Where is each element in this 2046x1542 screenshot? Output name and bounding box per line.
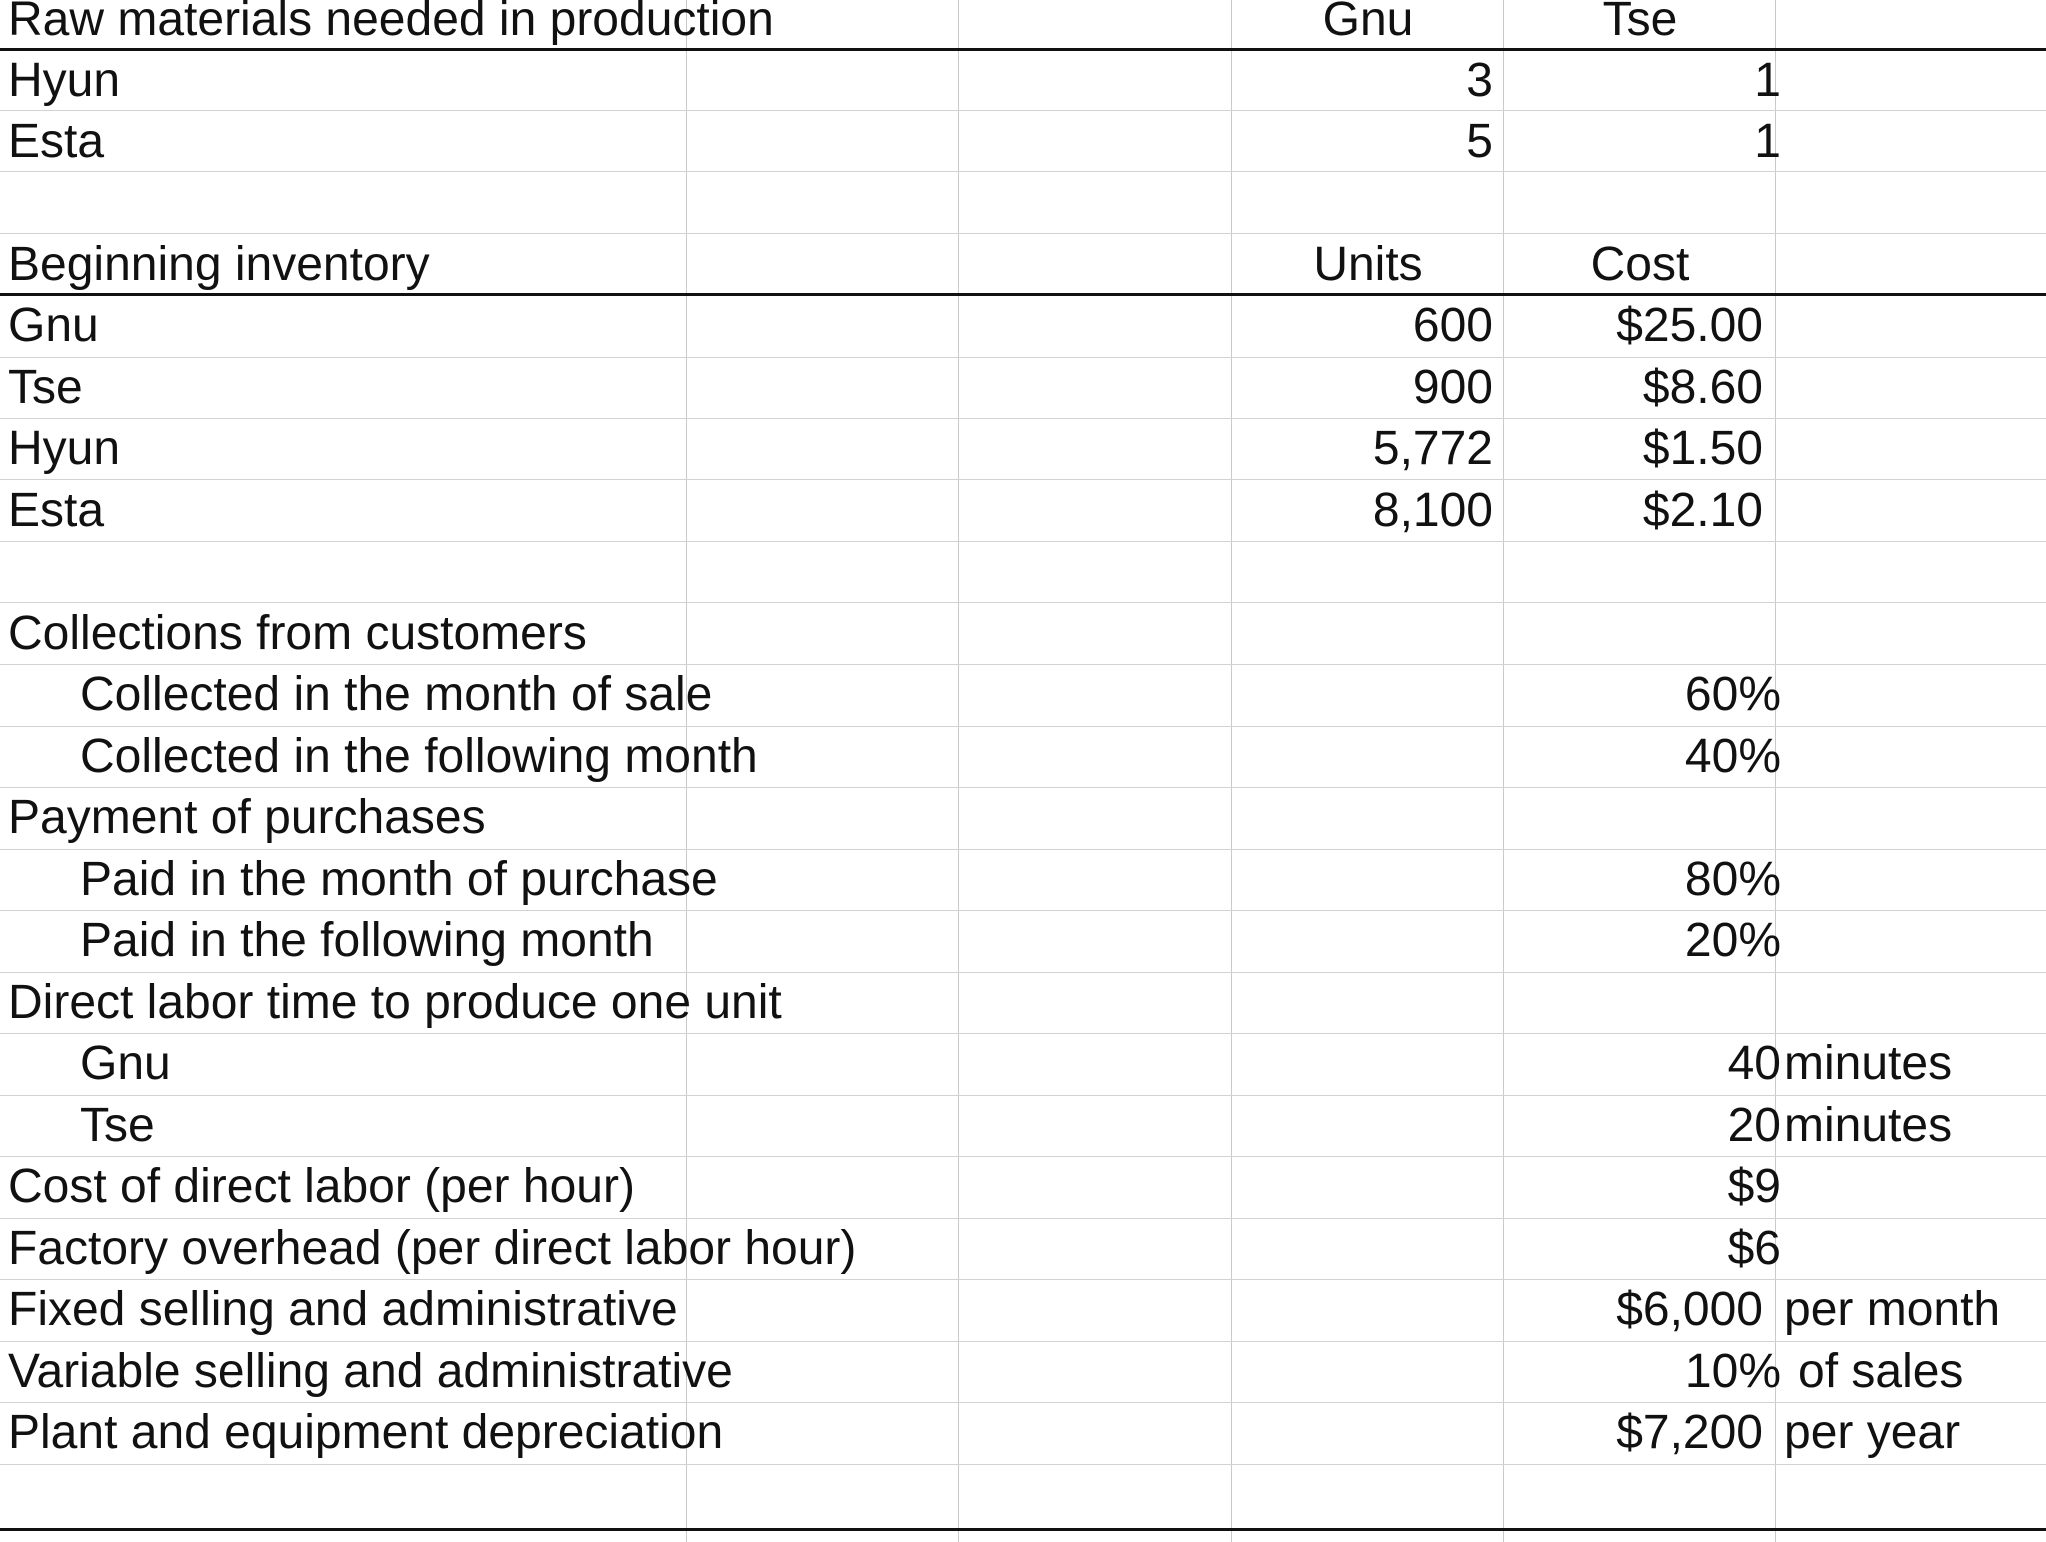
labor-minutes-value: 40 <box>1727 1037 1781 1090</box>
inventory-item-label: Tse <box>8 361 83 414</box>
table-row <box>0 852 2046 913</box>
table-row <box>0 1159 2046 1220</box>
table-row <box>0 483 2046 544</box>
payment-label: Paid in the month of purchase <box>80 853 718 906</box>
raw-materials-title: Raw materials needed in production <box>8 0 774 46</box>
table-row <box>0 1405 2046 1466</box>
gnu-value: 3 <box>1466 54 1493 107</box>
raw-materials-header-row <box>0 0 2046 53</box>
table-row <box>0 421 2046 482</box>
table-row <box>0 114 2046 175</box>
collection-label: Collected in the month of sale <box>80 668 713 721</box>
payments-title: Payment of purchases <box>8 791 486 844</box>
collections-title: Collections from customers <box>8 607 587 660</box>
cost-value: $1.50 <box>1642 422 1763 475</box>
cost-label: Cost of direct labor (per hour) <box>8 1160 635 1213</box>
column-header-cost: Cost <box>1590 238 1690 291</box>
units-value: 8,100 <box>1372 484 1493 537</box>
gnu-value: 5 <box>1466 115 1493 168</box>
unit-label: per month <box>1784 1283 2001 1336</box>
tse-value: 1 <box>1754 115 1781 168</box>
table-row <box>0 667 2046 728</box>
payment-percent: 20% <box>1684 914 1781 967</box>
cost-label: Factory overhead (per direct labor hour) <box>8 1222 857 1275</box>
units-value: 5,772 <box>1372 422 1493 475</box>
product-label: Tse <box>80 1099 155 1152</box>
unit-label: minutes <box>1784 1037 1953 1090</box>
inventory-item-label: Esta <box>8 484 105 537</box>
cost-amount: 10% <box>1684 1345 1781 1398</box>
unit-label: of sales <box>1798 1345 1964 1398</box>
collection-label: Collected in the following month <box>80 730 758 783</box>
cost-label: Plant and equipment depreciation <box>8 1406 724 1459</box>
labor-time-header-row <box>0 975 2046 1036</box>
column-header-tse: Tse <box>1602 0 1678 46</box>
unit-label: minutes <box>1784 1099 1953 1152</box>
collection-percent: 60% <box>1684 668 1781 721</box>
table-row <box>0 729 2046 790</box>
collection-percent: 40% <box>1684 730 1781 783</box>
cost-amount: $6,000 <box>1616 1283 1763 1336</box>
material-label: Esta <box>8 115 105 168</box>
labor-minutes-value: 20 <box>1727 1099 1781 1152</box>
table-row <box>0 913 2046 974</box>
cost-value: $8.60 <box>1642 361 1763 414</box>
product-label: Gnu <box>80 1037 171 1090</box>
units-value: 900 <box>1412 361 1493 414</box>
unit-label: per year <box>1784 1406 1961 1459</box>
material-label: Hyun <box>8 54 121 107</box>
inventory-header-row <box>0 237 2046 298</box>
table-row <box>0 1344 2046 1405</box>
payment-percent: 80% <box>1684 853 1781 906</box>
cost-amount: $6 <box>1727 1222 1781 1275</box>
inventory-title: Beginning inventory <box>8 238 430 291</box>
table-row <box>0 360 2046 421</box>
cost-label: Variable selling and administrative <box>8 1345 733 1398</box>
inventory-item-label: Hyun <box>8 422 121 475</box>
column-header-gnu: Gnu <box>1322 0 1414 46</box>
payment-label: Paid in the following month <box>80 914 654 967</box>
table-row <box>0 53 2046 114</box>
row-divider <box>0 233 2046 234</box>
column-header-units: Units <box>1313 238 1423 291</box>
table-row <box>0 1098 2046 1159</box>
payments-header-row <box>0 790 2046 851</box>
cost-amount: $9 <box>1727 1160 1781 1213</box>
tse-value: 1 <box>1754 54 1781 107</box>
collections-header-row <box>0 606 2046 667</box>
units-value: 600 <box>1412 299 1493 352</box>
table-row <box>0 1282 2046 1343</box>
table-row <box>0 1036 2046 1097</box>
table-row <box>0 298 2046 359</box>
bottom-border <box>0 1528 2046 1531</box>
cost-amount: $7,200 <box>1616 1406 1763 1459</box>
labor-time-title: Direct labor time to produce one unit <box>8 976 782 1029</box>
cost-value: $2.10 <box>1642 484 1763 537</box>
cost-value: $25.00 <box>1616 299 1763 352</box>
inventory-item-label: Gnu <box>8 299 99 352</box>
row-divider <box>0 602 2046 603</box>
table-row <box>0 1221 2046 1282</box>
cost-label: Fixed selling and administrative <box>8 1283 678 1336</box>
